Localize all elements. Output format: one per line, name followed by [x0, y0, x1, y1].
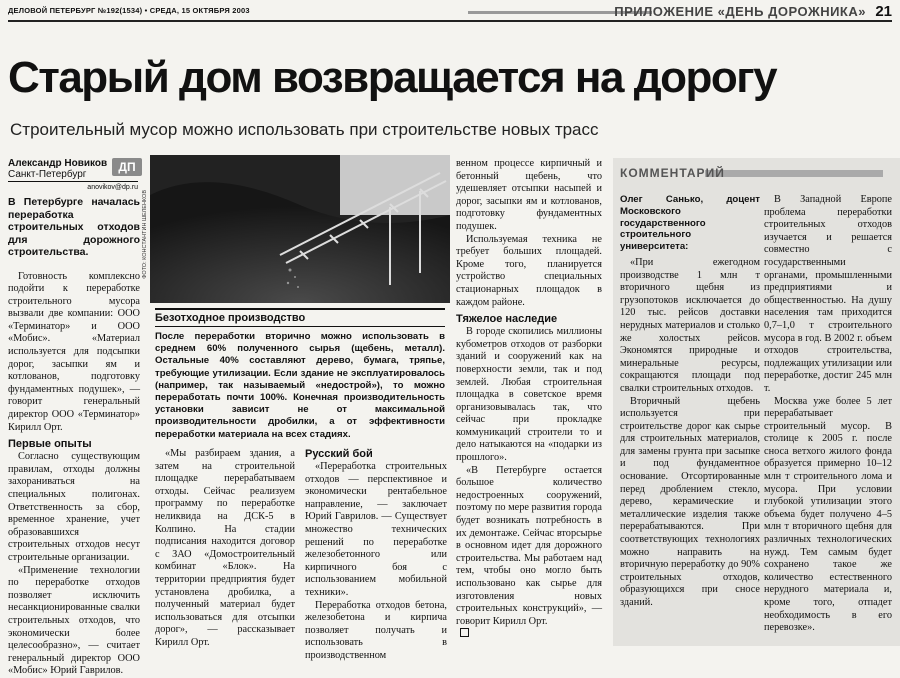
comment-title: КОММЕНТАРИЙ	[620, 166, 725, 180]
box-title: Безотходное производство	[155, 308, 445, 327]
paragraph: Согласно существующим правилам, отходы должны захораниваться на специальных полигонах. Ответственность за сбор, временное хранение, учет образовавшихся строительных отходов несут строительные организации.	[8, 451, 140, 563]
end-of-article-mark	[460, 628, 469, 637]
paragraph: Переработка отходов бетона, железобетона и кирпича позволяет получать и использовать в производственном	[305, 599, 447, 661]
paragraph: «При ежегодном производстве 1 млн т вторичного щебня из грузопотоков исключается до 120 тыс. рейсов доставки нерудных материалов и столько же холостых рейсов. Экономятся природные и минеральные ресурсы, сокращаются площади под свалки строительных отходов.	[620, 256, 760, 394]
column-1	[8, 196, 140, 678]
conveyor-photo	[150, 155, 450, 303]
paragraph: венном процессе кирпичный и бетонный щебень, что удешевляет отсыпки насыпей и дорог, засыпки ям и котлованов, подготовку фундаментных подушек.	[456, 158, 602, 232]
paragraph: Готовность комплексно подойти к переработке строительного мусора вызвали две компании: ООО «Терминатор» и ООО «Мобис». «Материал используется для подсыпки дорог, засыпки ям и котлованов, подготовку фундаментных подушек», — говорит генеральный директор ООО «Терминатор» Кирилл Орт.	[8, 270, 140, 433]
section-title: ПРИЛОЖЕНИЕ «ДЕНЬ ДОРОЖНИКА»	[614, 4, 866, 19]
author-city: Санкт-Петербург	[8, 169, 138, 182]
paragraph: «Мы разбираем здания, а затем на строительной площадке перерабатываем отходы. Сейчас реализуем программу по переработке неликвида на ДСК-5 в Колпино. На стадии подписания находится договор с ЗАО «Домостроительный комбинат «Блок». На территории предприятия будет установлена дробилка, а полученный материал будет использоваться для отсыпки дорог», — рассказывает Кирилл Орт.	[155, 448, 295, 648]
masthead: ДЕЛОВОЙ ПЕТЕРБУРГ №192(1534) • СРЕДА, 15 ОКТЯБРЯ 2003	[8, 6, 250, 15]
page-header	[8, 4, 892, 22]
paragraph: В городе скопились миллионы кубометров отходов от разборки зданий и сооружений как на поверхности земли, так и под землей. Любая строительная площадка в советское время организовывалась так, что сейчас при прокладке коммуникаций строители то и дело натыкаются на «подарки из прошлого».	[456, 326, 602, 464]
paragraph: Используемая техника не требует больших площадей. Кроме того, планируется устройство специальных стационарных площадок в каждом районе.	[456, 233, 602, 308]
paragraph: «В Петербурге остается большое количество недостроенных сооружений, поэтому по мере развития города будет возникать потребность в их демонтаже. Сейчас вторсырье в основном идет для дорожного строительства. Мы работаем над тем, чтобы оно могло быть использовано как сырье для изготовления новых строительных конструкций», — говорит Кирилл Орт.	[456, 464, 602, 627]
article-lead: В Петербурге началась переработка строительных отходов для дорожного строительства.	[8, 196, 140, 258]
box-text: После переработки вторично можно использовать в среднем 60% полученного сырья (щебень, металл). Остальные 40% составляют дерево, бумага, тряпье, требующие утилизации. Если здание не эксплуатировалось (например, так называемый «недострой»), то можно переработать почти 100%. Конечная производительность установки зависит не от максимальной производительности дробилки, а от эффективности переработки материала на всех стадиях.	[155, 331, 445, 440]
page-number: 21	[875, 3, 892, 20]
paragraph: В Западной Европе проблема переработки строительных отходов изучается и решается совместно с государственными органами, промышленными предприятиями и общественностью. На душу населения там приходится 0,7–1,0 т строительного мусора в год. В 2002 г. объем отходов строительства, подлежащих утилизации или переработке, достиг 245 млн т.	[764, 194, 892, 394]
subheading-russian-fight: Русский бой	[305, 448, 373, 460]
subheadline: Строительный мусор можно использовать при строительстве новых трасс	[10, 120, 599, 139]
sidebar-box	[155, 308, 445, 441]
photo-illustration	[150, 155, 450, 303]
author-email[interactable]: anovikov@dp.ru	[87, 184, 138, 191]
comment-column-2	[764, 194, 892, 635]
subheading-first-experience: Первые опыты	[8, 438, 92, 451]
comment-column-1	[620, 194, 760, 610]
column-2	[155, 448, 295, 650]
paragraph: «Переработка строительных отходов — перспективное и экономически рентабельное направление, — заключает Юрий Гаврилов. — Существует множество технических решений по переработке железобетонного или кирпичного боя с использованием мобильной техники».	[305, 461, 447, 598]
subheading-heavy-legacy: Тяжелое наследие	[456, 313, 558, 326]
column-4	[456, 158, 602, 642]
comment-title-bar	[705, 170, 883, 177]
photo-credit: ФОТО: КОНСТАНТИН ШЕЛЕНКОВ	[142, 190, 148, 279]
headline: Старый дом возвращается на дорогу	[8, 53, 777, 102]
publication-logo: ДП	[112, 158, 142, 176]
paragraph: Москва уже более 5 лет перерабатывает строительный мусор. В столице к 2005 г. после сноса ветхого жилого фонда образуется примерно 10–12 млн т строительного лома и мусора. При условии глубокой утилизации этого объема будет получено 4–5 млн т вторичного щебня для различных технологических нужд. Тем самым будет сохранено такое же количество естественного нерудного материала и, кроме того, отпадет необходимость в его перевозке».	[764, 395, 892, 634]
paragraph: Вторичный щебень используется при строительстве дорог как сырье для строительных материалов, для замены грунта при засыпке и под фундаментное основание. Отсортированные перед дроблением стекло, дерево, керамические и металлические изделия также перерабатываются. При соответствующих технологиях можно направить на вторичную переработку до 90% строительных отходов, образующихся при сносе зданий.	[620, 395, 760, 609]
author-name: Александр Новиков	[8, 158, 108, 169]
column-3	[305, 448, 447, 663]
comment-author: Олег Санько, доцент Московского государственного строительного университета:	[620, 194, 760, 253]
paragraph: «Применение технологии по переработке отходов позволяет исключить несанкционированные свалки строительных отходов, что экономически более целесообразно», — считает генеральный директор ООО «Мобис» Юрий Гаврилов.	[8, 564, 140, 677]
